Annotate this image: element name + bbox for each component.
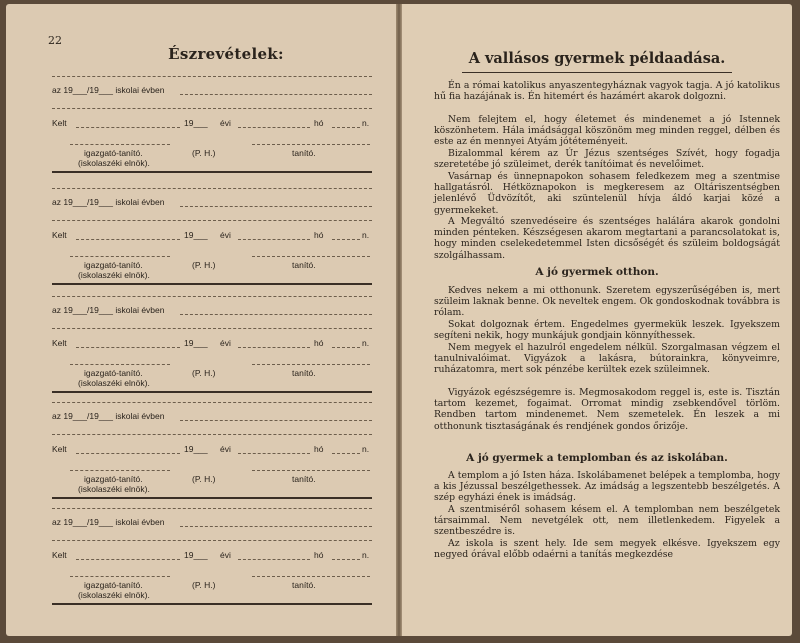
signature-line — [252, 144, 370, 145]
title-rule — [462, 72, 732, 73]
year-field: 19___ — [184, 444, 208, 454]
teacher-label: tanító. — [292, 260, 316, 270]
paragraph: Vigyázok egészségemre is. Megmosakodom reggel is, este is. Tisztán tartom kezemet, fogaimat. Orromat mindig zsebkendővel törlöm. Rendben tartom mindenemet. Nem szemetelek. Én leszek a mi otthonunk tisztaságának és rendjének gondos őrizője. — [434, 387, 780, 432]
signer-title: igazgató-tanító. — [84, 368, 143, 378]
paragraph: A Megváltó szenvedéseire és szentséges halálára akarok gondolni minden pénteken. Készségesen akarom megtartani a parancsolatokat is, hogy minden cselekedetemmel Isten dicsőségét és szüleim boldogságát szolgálhassam. — [434, 216, 780, 261]
dashed-line — [52, 508, 372, 509]
paragraph: Nem felejtem el, hogy életemet és mindenemet a jó Istennek köszönhetem. Hála imádsággal köszönöm meg minden reggel, délben és este az én mennyei Atyám jótéteményeit. — [434, 114, 780, 148]
stamp-label: (P. H.) — [192, 580, 216, 590]
paragraph: Kedves nekem a mi otthonunk. Szeretem egyszerűségében is, mert szüleim laknak benne. Ok neveltek engem. Ok gondoskodnak továbbra is rólam. — [434, 285, 780, 319]
signature-line — [70, 470, 170, 471]
paragraph: Nem megyek el hazulról engedelem nélkül. Szorgalmasan végzem el tanulnivalóimat. Vigyázok a lakásra, bútorainkra, könyveimre, ruházatomra, mert sok pénzébe kerültek ezek szüleimnek. — [434, 342, 780, 376]
school-year-label: az 19___/19___ iskolai évben — [52, 305, 165, 315]
n-label: n. — [362, 230, 370, 240]
dashed-line — [238, 239, 310, 240]
n-label: n. — [362, 444, 370, 454]
signature-line — [70, 256, 170, 257]
dashed-line — [332, 239, 360, 240]
dashed-line — [76, 239, 180, 240]
dashed-line — [180, 526, 372, 527]
signature-line — [70, 144, 170, 145]
section-heading: A jó gyermek a templomban és az iskolában. — [466, 452, 728, 464]
dashed-line — [238, 347, 310, 348]
teacher-label: tanító. — [292, 580, 316, 590]
block-separator — [52, 603, 372, 605]
signer-subtitle: (iskolaszéki elnök). — [78, 270, 150, 280]
year-field: 19___ — [184, 230, 208, 240]
ho-label: hó — [314, 550, 324, 560]
ho-label: hó — [314, 338, 324, 348]
signature-line — [252, 256, 370, 257]
dashed-line — [52, 108, 372, 109]
paragraph: Vasárnap és ünnepnapokon sohasem feledkezem meg a szentmise hallgatásról. Hétköznapokon is megkeresem az Oltáriszentségben jelenlévő Üdvözítőt, aki szüntelenül hívja áldó karjai közé a gyermekeket. — [434, 171, 780, 216]
dashed-line — [52, 434, 372, 435]
teacher-label: tanító. — [292, 368, 316, 378]
dashed-line — [238, 453, 310, 454]
signature-line — [252, 364, 370, 365]
kelt-label: Kelt — [52, 118, 67, 128]
dashed-line — [52, 220, 372, 221]
evi-label: évi — [220, 550, 231, 560]
dashed-line — [52, 540, 372, 541]
evi-label: évi — [220, 444, 231, 454]
kelt-label: Kelt — [52, 444, 67, 454]
signer-title: igazgató-tanító. — [84, 580, 143, 590]
dashed-line — [76, 453, 180, 454]
stamp-label: (P. H.) — [192, 260, 216, 270]
dashed-line — [52, 296, 372, 297]
page-title: Észrevételek: — [168, 45, 284, 63]
ho-label: hó — [314, 118, 324, 128]
signer-title: igazgató-tanító. — [84, 148, 143, 158]
dashed-line — [332, 347, 360, 348]
kelt-label: Kelt — [52, 338, 67, 348]
stamp-label: (P. H.) — [192, 148, 216, 158]
year-field: 19___ — [184, 550, 208, 560]
year-field: 19___ — [184, 338, 208, 348]
signature-line — [252, 576, 370, 577]
signature-line — [70, 576, 170, 577]
signer-subtitle: (iskolaszéki elnök). — [78, 378, 150, 388]
n-label: n. — [362, 118, 370, 128]
kelt-label: Kelt — [52, 230, 67, 240]
school-year-label: az 19___/19___ iskolai évben — [52, 411, 165, 421]
right-page — [402, 4, 792, 636]
dashed-line — [332, 559, 360, 560]
dashed-line — [52, 76, 372, 77]
signer-subtitle: (iskolaszéki elnök). — [78, 484, 150, 494]
dashed-line — [52, 328, 372, 329]
paragraph: Sokat dolgoznak értem. Engedelmes gyermekük leszek. Igyekszem segíteni nekik, hogy munkájuk gondjain könnyíthessek. — [434, 319, 780, 342]
block-separator — [52, 391, 372, 393]
block-separator — [52, 283, 372, 285]
paragraph: A szentmiséről sohasem késem el. A templomban nem beszélgetek társaimmal. Nem nevetgélek ott, nem illetlenkedem. Figyelek a szentbeszédre is. — [434, 504, 780, 538]
dashed-line — [238, 559, 310, 560]
evi-label: évi — [220, 338, 231, 348]
dashed-line — [76, 347, 180, 348]
kelt-label: Kelt — [52, 550, 67, 560]
dashed-line — [180, 206, 372, 207]
block-separator — [52, 497, 372, 499]
signature-line — [70, 364, 170, 365]
dashed-line — [76, 559, 180, 560]
n-label: n. — [362, 338, 370, 348]
paragraph: A templom a jó Isten háza. Iskolábamenet belépek a templomba, hogy a kis Jézussal beszélgethessek. Az imádság a legszentebb beszélgetés. A szép egyházi ének is imádság. — [434, 470, 780, 504]
paragraph: Az iskola is szent hely. Ide sem megyek elkésve. Igyekszem egy negyed órával előbb odaérni a tanítás megkezdése — [434, 538, 780, 561]
teacher-label: tanító. — [292, 474, 316, 484]
ho-label: hó — [314, 230, 324, 240]
evi-label: évi — [220, 230, 231, 240]
dashed-line — [52, 402, 372, 403]
paragraph: Bizalommal kérem az Úr Jézus szentséges Szívét, hogy fogadja szeretetébe jó szüleimet, derék tanítóimat és nevelőimet. — [434, 148, 780, 171]
n-label: n. — [362, 550, 370, 560]
paragraph: Én a római katolikus anyaszentegyháznak vagyok tagja. A jó katolikus hű fia hazájának is. Én hitemért és hazámért akarok dolgozni. — [434, 80, 780, 103]
signer-subtitle: (iskolaszéki elnök). — [78, 590, 150, 600]
section-heading: A jó gyermek otthon. — [535, 266, 659, 278]
dashed-line — [180, 94, 372, 95]
year-field: 19___ — [184, 118, 208, 128]
dashed-line — [180, 314, 372, 315]
dashed-line — [332, 453, 360, 454]
school-year-label: az 19___/19___ iskolai évben — [52, 517, 165, 527]
page-number: 22 — [48, 34, 62, 47]
teacher-label: tanító. — [292, 148, 316, 158]
block-separator — [52, 171, 372, 173]
stamp-label: (P. H.) — [192, 474, 216, 484]
school-year-label: az 19___/19___ iskolai évben — [52, 85, 165, 95]
signer-title: igazgató-tanító. — [84, 474, 143, 484]
signature-line — [252, 470, 370, 471]
dashed-line — [180, 420, 372, 421]
stamp-label: (P. H.) — [192, 368, 216, 378]
dashed-line — [52, 188, 372, 189]
left-page — [6, 4, 396, 636]
school-year-label: az 19___/19___ iskolai évben — [52, 197, 165, 207]
ho-label: hó — [314, 444, 324, 454]
dashed-line — [76, 127, 180, 128]
dashed-line — [332, 127, 360, 128]
evi-label: évi — [220, 118, 231, 128]
signer-title: igazgató-tanító. — [84, 260, 143, 270]
signer-subtitle: (iskolaszéki elnök). — [78, 158, 150, 168]
chapter-title: A vallásos gyermek példaadása. — [468, 50, 726, 67]
dashed-line — [238, 127, 310, 128]
